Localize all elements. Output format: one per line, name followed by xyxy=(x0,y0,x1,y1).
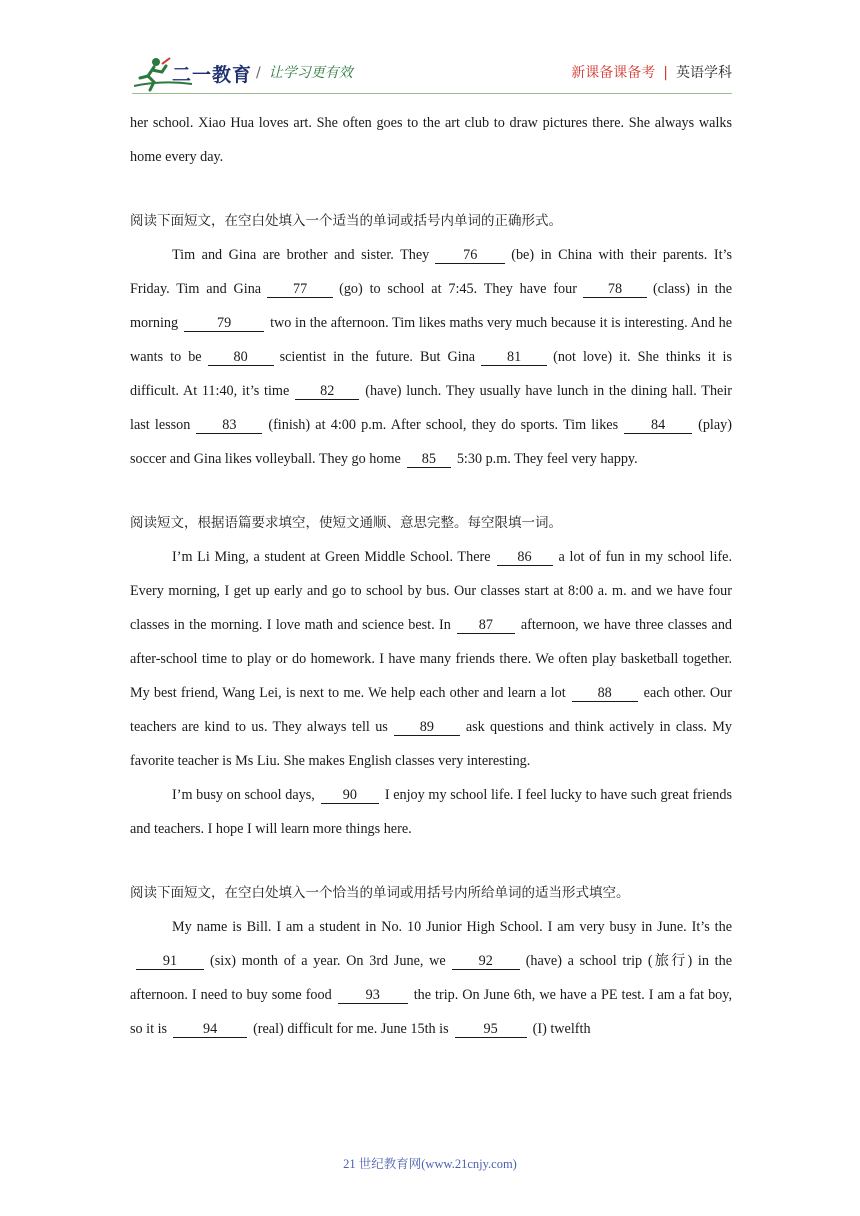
blank-80[interactable]: 80 xyxy=(208,349,274,366)
blank-94[interactable]: 94 xyxy=(173,1021,247,1038)
header-separator: | xyxy=(663,65,668,81)
continuation-line-1: her school. Xiao Hua loves art. She often goes to the art club to draw pictures there. She always xyxy=(130,115,695,131)
text: (play) soccer and Gina likes volleyball. They go home xyxy=(130,417,732,467)
text: afternoon, we have three classes and after-school time to play or do homework. I have many friends there. We often play basketball together. My best friend, Wang Lei, is next to me. We help each other and learn a lot xyxy=(130,617,733,701)
blank-92[interactable]: 92 xyxy=(452,953,520,970)
blank-82[interactable]: 82 xyxy=(295,383,359,400)
blank-79[interactable]: 79 xyxy=(184,315,264,332)
text: 5:30 p.m. They feel very happy. xyxy=(456,451,638,467)
blank-86[interactable]: 86 xyxy=(497,549,553,566)
text: I’m busy on school days, xyxy=(172,787,315,803)
slogan-text: 让学习更有效 xyxy=(268,65,353,81)
page-header xyxy=(0,0,860,100)
blank-85[interactable]: 85 xyxy=(407,451,451,468)
blank-95[interactable]: 95 xyxy=(455,1021,527,1038)
header-subject-label: 英语学科 xyxy=(676,65,732,81)
text: a lot of fun in my school life. Every morning, I get up early and go to school by bus. Our classes start at 8:00 a. m. and we have four classes in the morning. I love math and science best. In xyxy=(130,549,732,633)
section-2-passage-2 xyxy=(130,778,732,846)
blank-91[interactable]: 91 xyxy=(136,953,204,970)
logo-text: 二一教育 xyxy=(172,64,253,86)
blank-89[interactable]: 89 xyxy=(394,719,460,736)
text: (not love) it. She thinks it is difficult. At 11:40, it’s time xyxy=(130,349,733,399)
text: My name is Bill. I am a student in No. 10 Junior High School. I am very busy in June. It’s the xyxy=(172,919,732,935)
section-1-instruction: 阅读下面短文，在空白处填入一个适当的单词或括号内单词的正确形式。 xyxy=(130,213,562,229)
slogan xyxy=(256,62,353,82)
text: I enjoy my school life. I feel lucky to have such great friends and teachers. I hope I will learn more things here. xyxy=(130,787,732,837)
document-body xyxy=(130,106,732,1046)
text: the trip. On June 6th, we have a PE test. I am a fat boy, so it is xyxy=(130,987,732,1037)
text: ask questions and think actively in class. My favorite teacher is Ms Liu. She makes English classes very interesting. xyxy=(130,719,732,769)
text: (I) twelfth xyxy=(532,1021,591,1037)
slash-divider: / xyxy=(256,65,261,81)
text: each other. Our teachers are kind to us. They always tell us xyxy=(130,685,732,735)
blank-76[interactable]: 76 xyxy=(435,247,505,264)
section-2-instruction: 阅读短文，根据语篇要求填空，使短文通顺、意思完整。每空限填一词。 xyxy=(130,515,562,531)
section-3-passage xyxy=(130,910,732,1046)
blank-83[interactable]: 83 xyxy=(196,417,262,434)
blank-81[interactable]: 81 xyxy=(481,349,547,366)
text: I’m Li Ming, a student at Green Middle School. There xyxy=(172,549,491,565)
text: (finish) at 4:00 p.m. After school, they do sports. Tim likes xyxy=(268,417,619,433)
blank-87[interactable]: 87 xyxy=(457,617,515,634)
blank-78[interactable]: 78 xyxy=(583,281,647,298)
blank-88[interactable]: 88 xyxy=(572,685,638,702)
text: (go) to school at 7:45. They have four xyxy=(339,281,577,297)
continuation-paragraph xyxy=(130,106,732,174)
header-right xyxy=(571,62,732,82)
continuation-line-2: walks home every day. xyxy=(130,115,733,165)
section-1-passage xyxy=(130,238,732,476)
header-rule xyxy=(132,93,732,94)
blank-90[interactable]: 90 xyxy=(321,787,379,804)
text: Tim and Gina are brother and sister. They xyxy=(172,247,430,263)
text: (have) a school trip (旅行) in the afternoon. I need to buy some food xyxy=(130,953,733,1003)
text: (have) lunch. They usually have lunch in the dining hall. Their last lesson xyxy=(130,383,732,433)
text: (real) difficult for me. June 15th is xyxy=(253,1021,449,1037)
blank-77[interactable]: 77 xyxy=(267,281,333,298)
section-3-instruction: 阅读下面短文，在空白处填入一个恰当的单词或用括号内所给单词的适当形式填空。 xyxy=(130,885,630,901)
text: (six) month of a year. On 3rd June, we xyxy=(210,953,446,969)
header-course-label: 新课备课备考 xyxy=(571,65,656,81)
page-footer: 21 世纪教育网(www.21cnjy.com) xyxy=(343,1157,517,1171)
blank-93[interactable]: 93 xyxy=(338,987,408,1004)
blank-84[interactable]: 84 xyxy=(624,417,692,434)
text: two in the afternoon. Tim likes maths very much because it is interesting. And he wants to be xyxy=(130,315,732,365)
section-2-passage xyxy=(130,540,732,778)
text: scientist in the future. But Gina xyxy=(279,349,476,365)
text: (be) in China with their parents. It’s Friday. Tim and Gina xyxy=(130,247,732,297)
text: (class) in the morning xyxy=(130,281,732,331)
